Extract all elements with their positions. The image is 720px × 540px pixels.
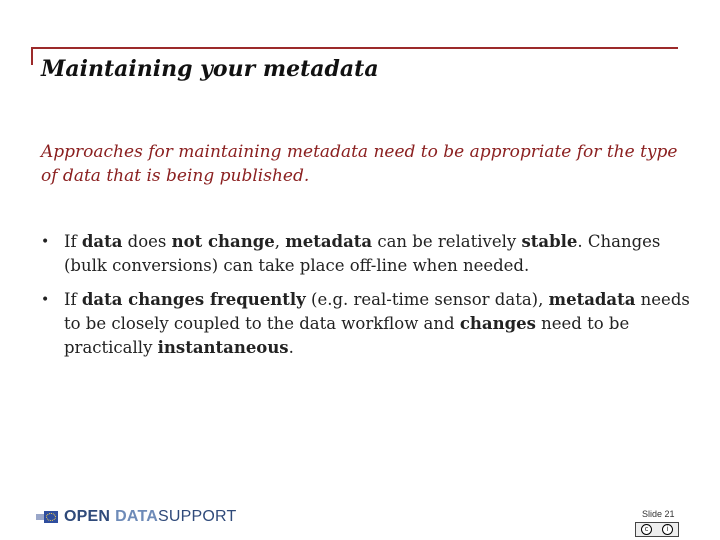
eu-flag-icon — [44, 511, 58, 523]
bullet-text: , — [274, 232, 286, 251]
bullet-emphasis: data — [81, 232, 123, 251]
bullet-text: If — [64, 232, 82, 251]
logo-word-data: DATA — [115, 508, 159, 525]
bullet-marker: • — [41, 234, 50, 250]
bullet-text: . — [288, 338, 294, 357]
bullet-text: If — [64, 290, 82, 309]
bullet-emphasis: instantaneous — [157, 338, 289, 357]
bullet-item — [41, 288, 691, 360]
slide-title: Maintaining your metadata — [41, 56, 379, 82]
title-rule — [31, 47, 678, 49]
bullet-emphasis: metadata — [285, 232, 373, 251]
bullet-text: can be relatively — [372, 232, 522, 251]
slide-subtitle: Approaches for maintaining metadata need to be appropriate for the type of data that is being published. — [41, 142, 678, 186]
bullet-text: need to be practically — [64, 314, 630, 357]
bullet-marker: • — [41, 292, 50, 308]
slide-number: Slide 21 — [642, 509, 675, 519]
cc-icon: c — [641, 524, 652, 535]
title-rule-corner — [31, 47, 33, 65]
bullet-emphasis: data changes frequently — [81, 290, 306, 309]
bullet-list — [41, 230, 691, 370]
bullet-text: (e.g. real-time sensor data), — [305, 290, 549, 309]
open-data-support-logo — [44, 504, 237, 530]
bullet-emphasis: changes — [459, 314, 536, 333]
bullet-text: needs to be closely coupled to the data workflow and — [64, 290, 690, 333]
bullet-text: . Changes (bulk conversions) can take place off-line when needed. — [64, 232, 661, 275]
creative-commons-badge — [635, 522, 679, 537]
bullet-emphasis: stable — [521, 232, 578, 251]
bullet-emphasis: not change — [171, 232, 275, 251]
logo-word-support: SUPPORT — [158, 508, 237, 525]
bullet-emphasis: metadata — [548, 290, 636, 309]
bullet-text: does — [122, 232, 172, 251]
bullet-item — [41, 230, 691, 278]
attribution-icon: i — [662, 524, 673, 535]
logo-word-open: OPEN — [64, 508, 111, 525]
